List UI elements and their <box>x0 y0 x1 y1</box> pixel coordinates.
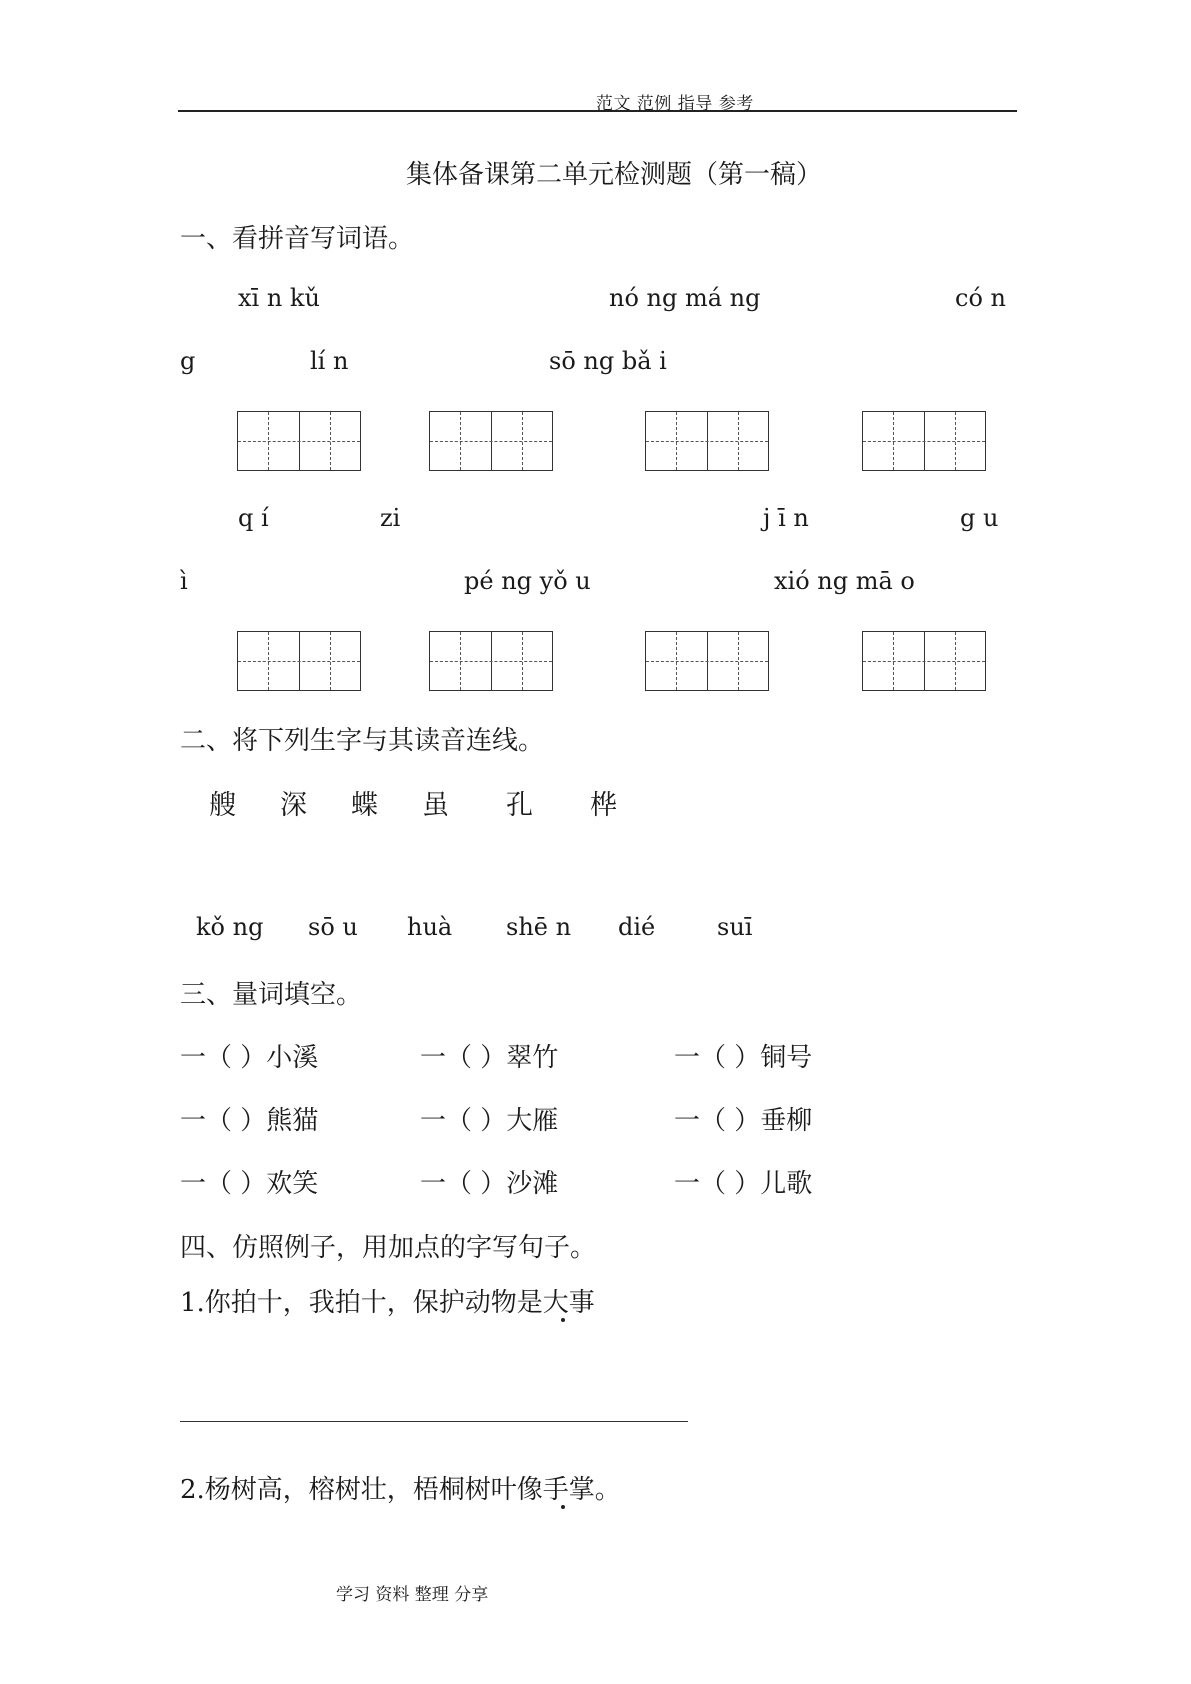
pinyin-4-1: ì <box>180 567 188 595</box>
pinyin-4-2: pé ng yǒ u <box>464 567 591 595</box>
reading-3: huà <box>407 913 453 941</box>
header-rule <box>178 110 1017 112</box>
emphasis-dot <box>561 1318 565 1322</box>
emphasis-dot <box>561 1505 565 1509</box>
section-2-heading: 二、将下列生字与其读音连线。 <box>180 726 545 756</box>
writing-grid[interactable] <box>645 631 769 691</box>
writing-grid[interactable] <box>862 411 986 471</box>
char-6: 桦 <box>590 790 617 821</box>
section-3-heading: 三、量词填空。 <box>180 980 363 1010</box>
page-title: 集体备课第二单元检测题（第一稿） <box>406 160 823 190</box>
reading-2: sō u <box>308 913 358 941</box>
reading-4: shē n <box>506 913 572 941</box>
pinyin-2-3: sō ng bǎ i <box>549 347 667 375</box>
measure-word-item: 一（ ）沙滩 <box>420 1169 559 1199</box>
measure-word-item: 一（ ）儿歌 <box>674 1169 813 1199</box>
pinyin-4-3: xió ng mā o <box>774 567 915 595</box>
answer-line[interactable] <box>180 1421 688 1422</box>
reading-6: suī <box>717 913 753 941</box>
char-1: 艘 <box>209 790 236 821</box>
measure-word-item: 一（ ）熊猫 <box>180 1106 319 1136</box>
section-4-heading: 四、仿照例子，用加点的字写句子。 <box>180 1233 597 1263</box>
writing-grid[interactable] <box>237 631 361 691</box>
writing-grid[interactable] <box>862 631 986 691</box>
header-text: 范文 范例 指导 参考 <box>596 94 754 114</box>
reading-1: kǒ ng <box>196 913 264 941</box>
char-3: 蝶 <box>351 790 378 821</box>
pinyin-3-3: j ī n <box>763 504 809 532</box>
pinyin-1-3: có n <box>955 284 1006 312</box>
pinyin-3-2: zi <box>380 504 401 532</box>
measure-word-item: 一（ ）铜号 <box>674 1043 813 1073</box>
pinyin-3-4: g u <box>960 504 999 532</box>
footer-text: 学习 资料 整理 分享 <box>336 1585 489 1605</box>
char-5: 孔 <box>506 790 533 821</box>
pinyin-2-2: lí n <box>310 347 349 375</box>
measure-word-item: 一（ ）翠竹 <box>420 1043 559 1073</box>
pinyin-3-1: q í <box>238 504 269 532</box>
char-4: 虽 <box>422 790 449 821</box>
writing-grid[interactable] <box>429 631 553 691</box>
measure-word-item: 一（ ）小溪 <box>180 1043 319 1073</box>
pinyin-1-1: xī n kǔ <box>238 284 320 312</box>
pinyin-1-2: nó ng má ng <box>609 284 761 312</box>
measure-word-item: 一（ ）欢笑 <box>180 1169 319 1199</box>
writing-grid[interactable] <box>645 411 769 471</box>
measure-word-item: 一（ ）大雁 <box>420 1106 559 1136</box>
measure-word-item: 一（ ）垂柳 <box>674 1106 813 1136</box>
reading-5: dié <box>618 913 656 941</box>
writing-grid[interactable] <box>429 411 553 471</box>
example-sentence-2: 2.杨树高，榕树壮，梧桐树叶像手掌。 <box>180 1475 621 1505</box>
pinyin-2-1: g <box>180 347 196 375</box>
writing-grid[interactable] <box>237 411 361 471</box>
example-sentence-1: 1.你拍十，我拍十，保护动物是大事 <box>180 1288 595 1318</box>
section-1-heading: 一、看拼音写词语。 <box>180 224 415 254</box>
char-2: 深 <box>280 790 307 821</box>
